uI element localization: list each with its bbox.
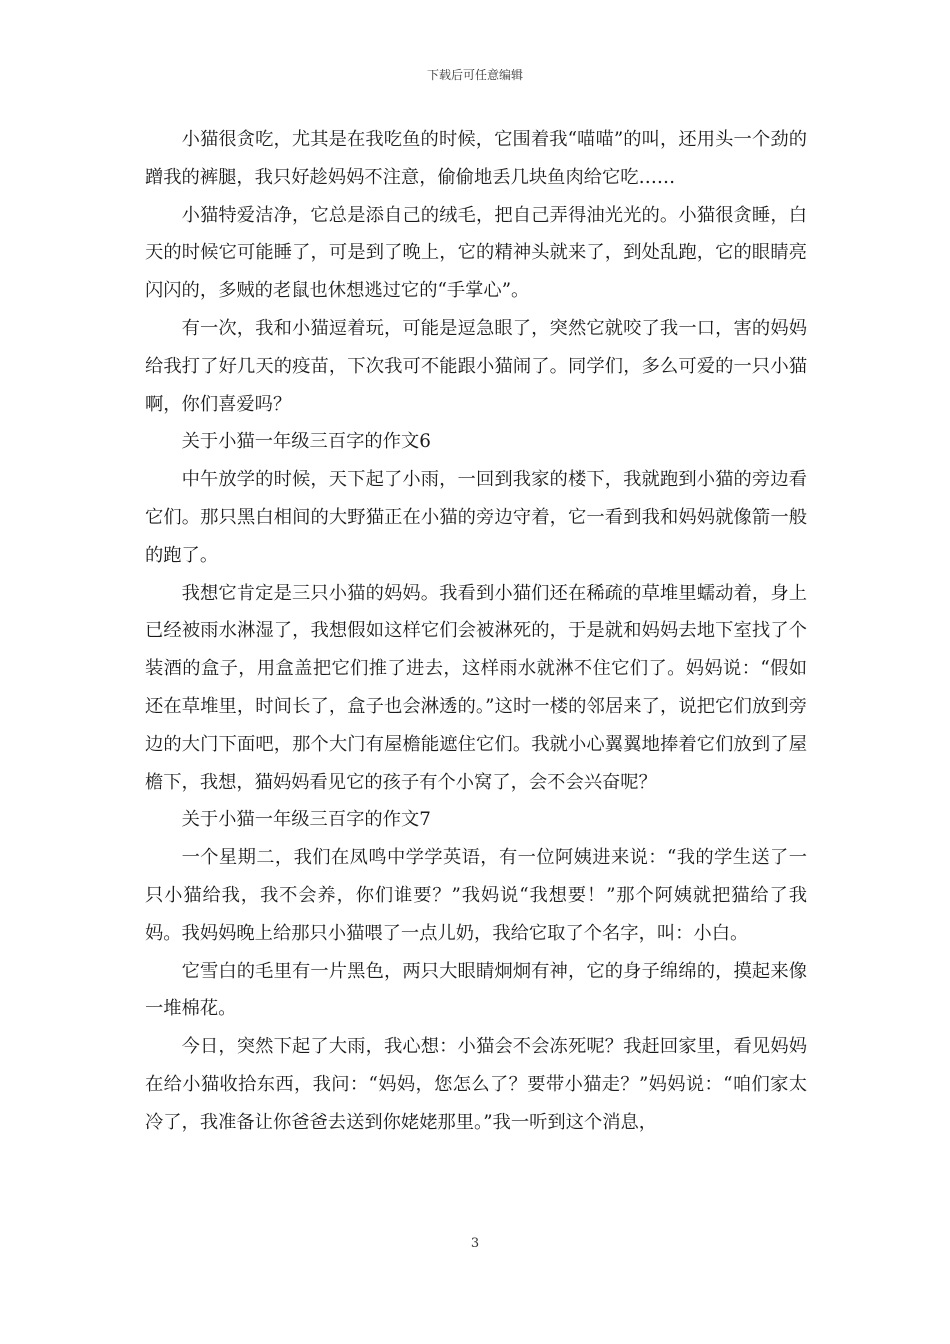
paragraph: 我想它肯定是三只小猫的妈妈。我看到小猫们还在稀疏的草堆里蠕动着，身上已经被雨水淋湿了，我想假如这样它们会被淋死的，于是就和妈妈去地下室找了个装酒的盒子，用盒盖把它们推了进去，这样雨水就淋不住它们了。妈妈说：“假如还在草堆里，时间长了，盒子也会淋透的。”这时一楼的邻居来了，说把它们放到旁边的大门下面吧，那个大门有屋檐能遮住它们。我就小心翼翼地捧着它们放到了屋檐下，我想，猫妈妈看见它的孩子有个小窝了，会不会兴奋呢？	[145, 582, 807, 793]
paragraph: 它雪白的毛里有一片黑色，两只大眼睛炯炯有神，它的身子绵绵的，摸起来像一堆棉花。	[145, 960, 807, 1020]
paragraph: 小猫特爱洁净，它总是添自己的绒毛，把自己弄得油光光的。小猫很贪睡，白天的时候它可能睡了，可是到了晚上，它的精神头就来了，到处乱跑，它的眼睛亮闪闪的，多贼的老鼠也休想逃过它的“手掌心”。	[145, 204, 807, 302]
section-heading: 关于小猫一年级三百字的作文6	[181, 431, 431, 453]
page-header: 下载后可任意编辑	[426, 68, 523, 82]
paragraph: 有一次，我和小猫逗着玩，可能是逗急眼了，突然它就咬了我一口，害的妈妈给我打了好几天的疫苗，下次我可不能跟小猫闹了。同学们，多么可爱的一只小猫啊，你们喜爱吗？	[145, 317, 807, 415]
section-heading: 关于小猫一年级三百字的作文7	[181, 809, 431, 831]
document-body	[145, 121, 807, 1142]
paragraph: 中午放学的时候，天下起了小雨，一回到我家的楼下，我就跑到小猫的旁边看它们。那只黑白相间的大野猫正在小猫的旁边守着，它一看到我和妈妈就像箭一般的跑了。	[145, 469, 807, 566]
paragraph: 小猫很贪吃，尤其是在我吃鱼的时候，它围着我“喵喵”的叫，还用头一个劲的蹭我的裤腿，我只好趁妈妈不注意，偷偷地丢几块鱼肉给它吃……	[145, 129, 807, 188]
paragraph: 今日，突然下起了大雨，我心想：小猫会不会冻死呢？我赶回家里，看见妈妈在给小猫收拾东西，我问：“妈妈，您怎么了？要带小猫走？”妈妈说：“咱们家太冷了，我准备让你爸爸去送到你姥姥那里。”我一听到这个消息，	[145, 1036, 807, 1133]
page-number: 3	[470, 1236, 480, 1251]
paragraph: 一个星期二，我们在凤鸣中学学英语，有一位阿姨进来说：“我的学生送了一只小猫给我，我不会养，你们谁要？”我妈说“我想要！”那个阿姨就把猫给了我妈。我妈妈晚上给那只小猫喂了一点儿奶，我给它取了个名字，叫：小白。	[145, 847, 807, 944]
